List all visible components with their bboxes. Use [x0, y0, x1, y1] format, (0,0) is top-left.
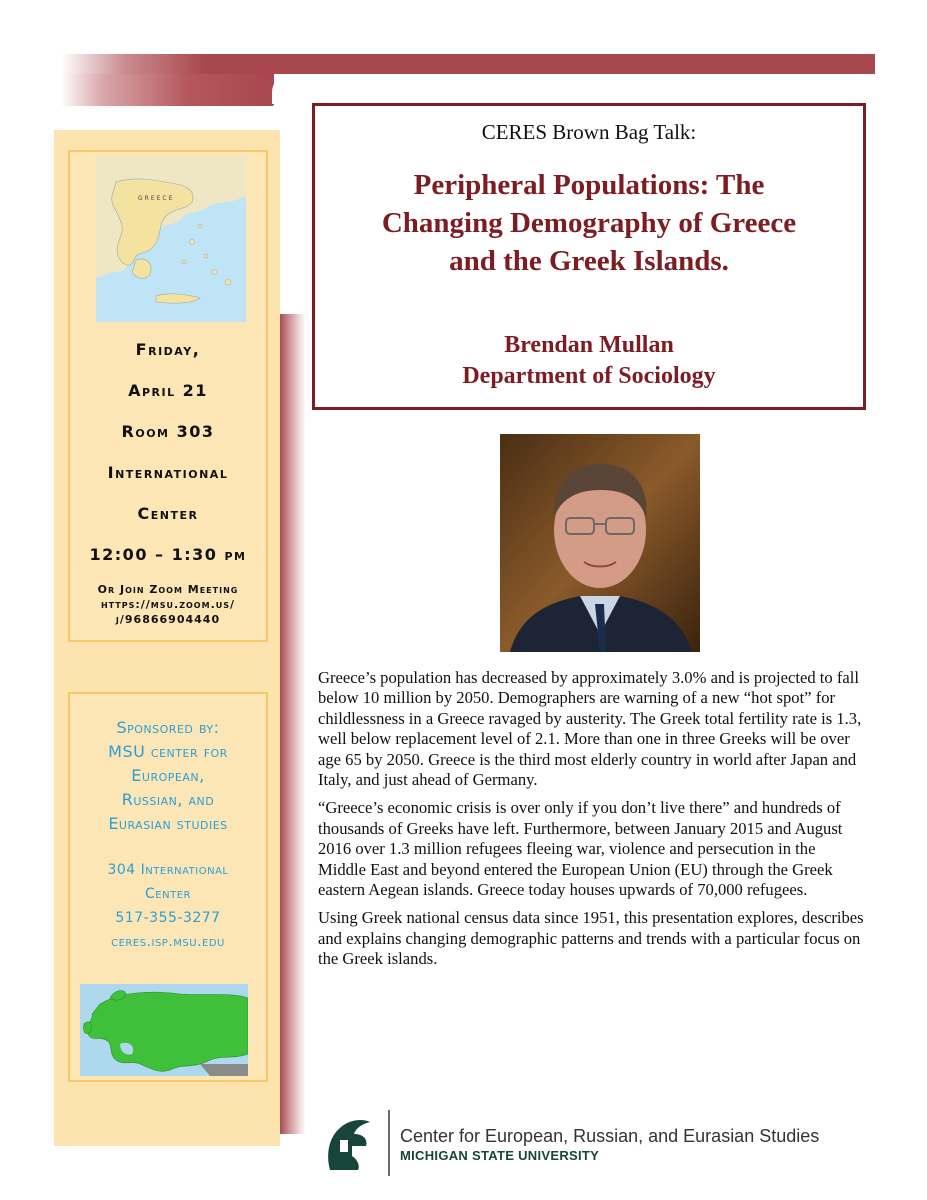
sponsor-panel — [68, 692, 268, 1082]
abstract-paragraph-2: “Greece’s economic crisis is over only if you don’t live there” and hundreds of thousands of Greeks have left. Furthermore, between January 2015 and August 2016 over 1.3 million refugees fleeing war, violence and persecution in the Middle East and beyond entered the European Union (EU) through the Greek eastern Aegean islands. Greece today houses upwards of 70,000 refugees. — [318, 798, 843, 900]
address-line1: 304 International — [107, 862, 229, 878]
series-label: CERES Brown Bag Talk: — [481, 120, 697, 144]
sponsor-line4: Russian, and — [121, 790, 215, 809]
website-link[interactable]: ceres.isp.msu.edu — [111, 934, 225, 950]
event-building-line1: International — [107, 463, 229, 482]
event-building-line2: Center — [137, 504, 199, 523]
speaker-info — [315, 330, 863, 392]
footer-logo — [322, 1110, 902, 1180]
event-date: April 21 — [128, 381, 208, 400]
top-decorative-band — [60, 54, 875, 74]
event-panel — [68, 150, 268, 642]
abstract-paragraph-3: Using Greek national census data since 1951, this presentation explores, describes and explains changing demographic patterns and trends with a particular focus on the Greek islands. — [318, 908, 864, 969]
sponsor-line5: Eurasian studies — [108, 814, 228, 833]
greece-map-label: GREECE — [138, 195, 175, 202]
footer-divider — [388, 1110, 390, 1176]
zoom-link-line1[interactable]: https://msu.zoom.us/ — [100, 598, 236, 611]
talk-title-line3: and the Greek Islands. — [449, 245, 729, 277]
sponsor-line2: MSU center for — [108, 742, 228, 761]
abstract-paragraph-1: Greece’s population has decreased by approximately 3.0% and is projected to fall below 10 million by 2050. Demographers are warning of a new “hot spot” for childlessness in a Greece ravaged by austerity. The Greek total fertility rate is 1.3, well below replacement level of 2.1. More than one in three Greeks will be over age 65 by 2050. Greece is the third most elderly country in world after Japan and Italy, and just ahead of Germany. — [318, 668, 862, 790]
talk-title — [335, 166, 843, 280]
zoom-label: Or Join Zoom Meeting — [97, 583, 239, 596]
event-time: 12:00 – 1:30 pm — [89, 545, 247, 564]
speaker-portrait — [500, 434, 700, 652]
event-day: Friday, — [135, 340, 201, 359]
zoom-meeting-info — [70, 582, 266, 627]
event-room: Room 303 — [121, 422, 215, 441]
greece-map-image — [96, 156, 246, 322]
speaker-name: Brendan Mullan — [504, 332, 674, 358]
abstract — [318, 668, 866, 978]
sponsor-text — [70, 716, 266, 836]
band-corner — [272, 74, 302, 104]
top-band-drop — [60, 74, 274, 106]
center-name: Center for European, Russian, and Eurasian Studies — [400, 1126, 820, 1146]
address-line2: Center — [145, 886, 191, 902]
speaker-department: Department of Sociology — [462, 363, 716, 389]
contact-info — [70, 858, 266, 954]
zoom-link-line2[interactable]: j/96866904440 — [115, 613, 221, 626]
sidebar — [54, 130, 280, 1146]
sidebar-shadow-stripe — [278, 314, 306, 1134]
spartan-helmet-icon — [322, 1116, 372, 1172]
title-box — [312, 103, 866, 410]
sponsor-line1: Sponsored by: — [116, 718, 220, 737]
university-name: MICHIGAN STATE UNIVERSITY — [400, 1148, 600, 1163]
eurasia-map-image — [80, 984, 248, 1076]
phone-number: 517-355-3277 — [115, 910, 221, 926]
talk-title-line1: Peripheral Populations: The — [413, 169, 765, 201]
sponsor-line3: European, — [131, 766, 205, 785]
event-details — [70, 340, 266, 586]
talk-title-line2: Changing Demography of Greece — [381, 207, 797, 239]
